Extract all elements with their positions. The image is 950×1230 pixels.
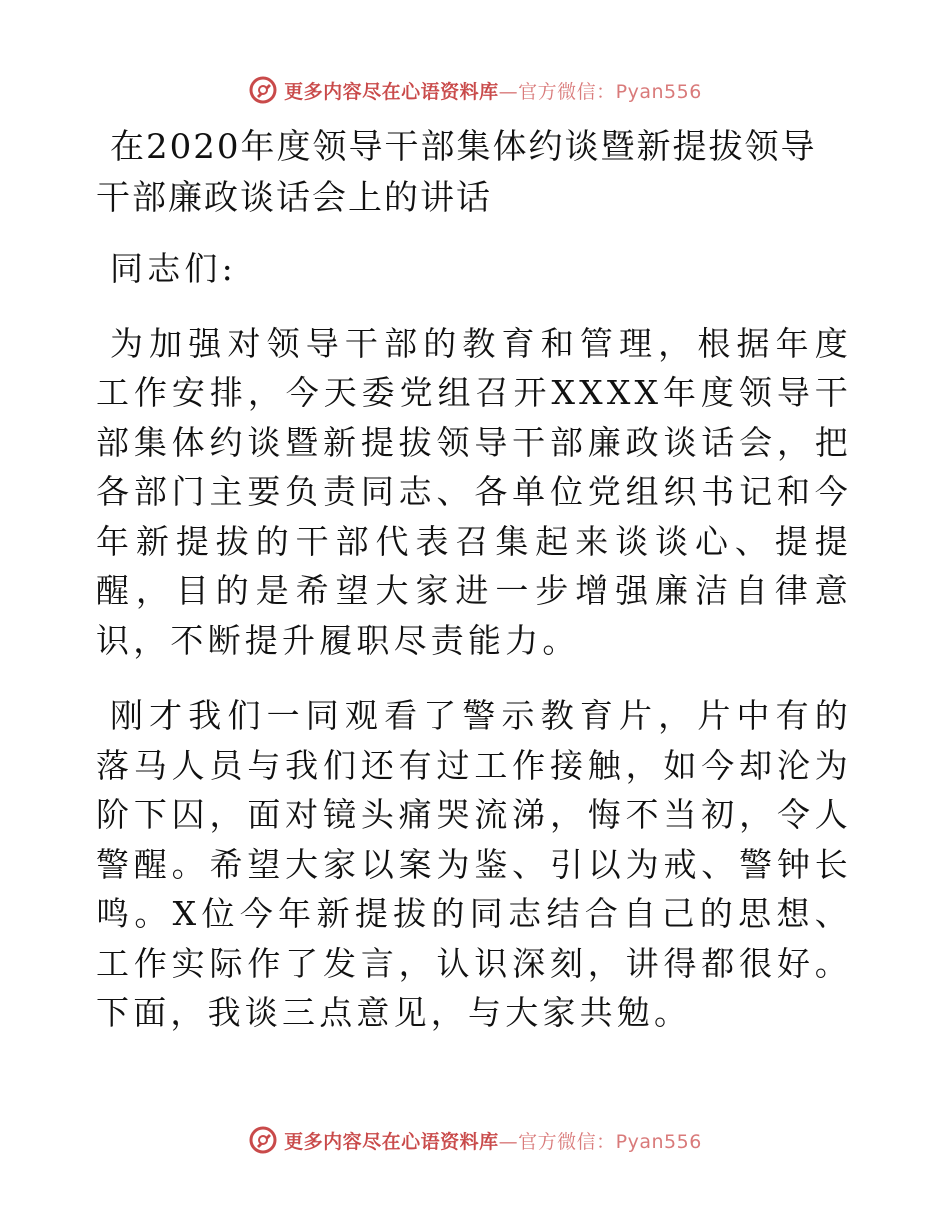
salutation: 同志们: (110, 249, 237, 288)
watermark-main-text: 更多内容尽在心语资料库 (284, 1130, 499, 1153)
watermark-sub-text: —官方微信：Pyan556 (498, 80, 702, 103)
watermark-header (0, 72, 950, 108)
watermark-sub-text: —官方微信：Pyan556 (498, 1130, 702, 1153)
watermark-main-text: 更多内容尽在心语资料库 (284, 80, 499, 103)
quill-logo-icon (248, 75, 278, 105)
document-title: 在2020年度领导干部集体约谈暨新提拔领导干部廉政谈话会上的讲话 (96, 127, 817, 218)
document-body (96, 122, 852, 1038)
paragraph-1: 为加强对领导干部的教育和管理，根据年度工作安排，今天委党组召开XXXX年度领导干部集体约谈暨新提拔领导干部廉政谈话会，把各部门主要负责同志、各单位党组织书记和今年新提拔的干部代表召集起来谈谈心、提提醒，目的是希望大家进一步增强廉洁自律意识，不断提升履职尽责能力。 (96, 323, 852, 660)
watermark-footer (0, 1122, 950, 1158)
paragraph-2: 刚才我们一同观看了警示教育片，片中有的落马人员与我们还有过工作接触，如今却沦为阶下囚，面对镜头痛哭流涕，悔不当初，令人警醒。希望大家以案为鉴、引以为戒、警钟长鸣。X位今年新提拔的同志结合自己的思想、工作实际作了发言，认识深刻，讲得都很好。下面，我谈三点意见，与大家共勉。 (96, 696, 852, 1032)
quill-logo-icon (248, 1125, 278, 1155)
